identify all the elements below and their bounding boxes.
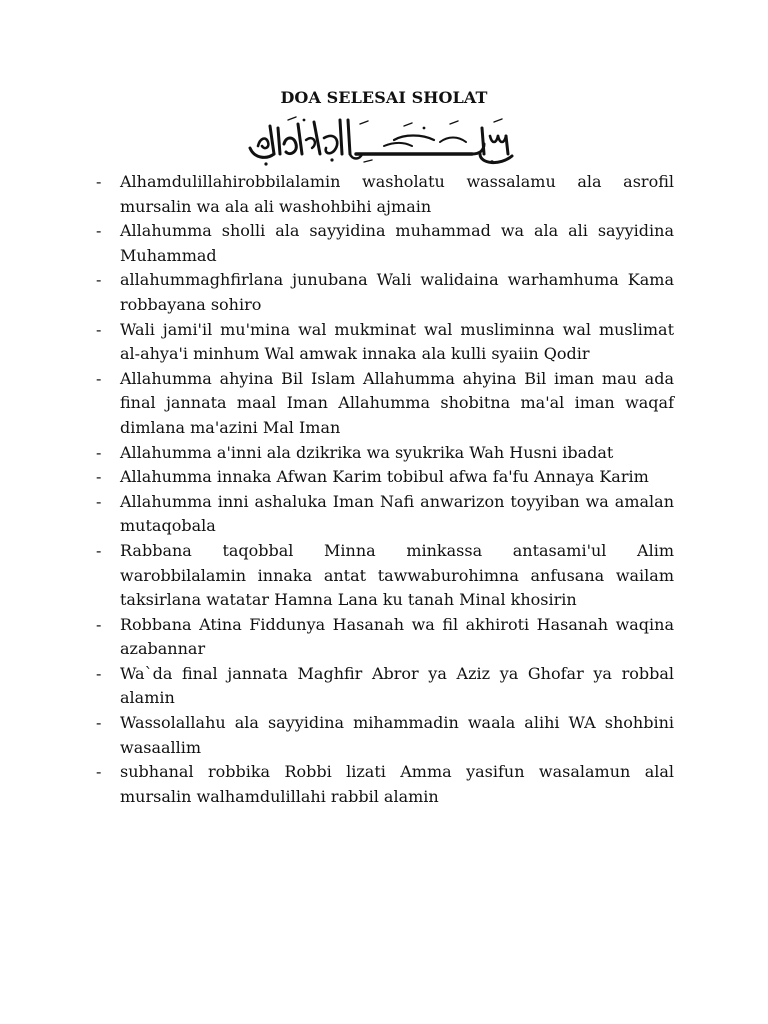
list-item-text: Allahumma ahyina Bil Islam Allahumma ahyina Bil iman mau ada final jannata maal Iman Allahumma shobitna ma'al iman waqaf dimlana ma'azini Mal Iman: [120, 368, 674, 437]
list-item-text: Allahumma sholli ala sayyidina muhammad wa ala ali sayyidina Muhammad: [120, 221, 674, 265]
list-item: [96, 539, 674, 613]
list-item: [96, 170, 674, 219]
list-item: [96, 318, 674, 367]
bullet-dash: -: [96, 221, 102, 241]
list-item-text: Rabbana taqobbal Minna minkassa antasami'ul Alim warobbilalamin innaka antat tawwaburohimna anfusana wailam taksirlana watatar Hamna Lana ku tanah Minal khosirin: [120, 540, 674, 610]
list-item-text: Wali jami'il mu'mina wal mukminat wal musliminna wal muslimat al-ahya'i minhum Wal amwak innaka ala kulli syaiin Qodir: [120, 319, 674, 364]
list-item-text: Allahumma inni ashaluka Iman Nafi anwarizon toyyiban wa amalan mutaqobala: [120, 491, 674, 536]
list-item-text: allahummaghfirlana junubana Wali walidaina warhamhuma Kama robbayana sohiro: [120, 270, 674, 314]
list-item-text: Alhamdulillahirobbilalamin washolatu wassalamu ala asrofil mursalin wa ala ali washohbihi ajmain: [120, 172, 674, 216]
list-item: [96, 219, 674, 268]
list-item: [96, 367, 674, 441]
list-item-text: Robbana Atina Fiddunya Hasanah wa fil akhiroti Hasanah waqina azabannar: [120, 614, 674, 659]
bullet-dash: -: [96, 540, 102, 560]
document-title: DOA SELESAI SHOLAT: [280, 88, 488, 107]
list-item: [96, 760, 674, 809]
bullet-dash: -: [96, 762, 102, 782]
list-item-text: Wassolallahu ala sayyidina mihammadin waala alihi WA shohbini wasaallim: [120, 713, 674, 757]
bullet-dash: -: [96, 319, 102, 339]
list-item: [96, 441, 674, 466]
list-item-text: subhanal robbika Robbi lizati Amma yasifun wasalamun alal mursalin walhamdulillahi rabbil alamin: [120, 762, 674, 806]
basmala-calligraphy-image: [244, 114, 520, 168]
list-item: [96, 662, 674, 711]
bullet-dash: -: [96, 614, 102, 634]
bullet-dash: -: [96, 368, 102, 388]
bullet-dash: -: [96, 270, 102, 290]
list-item: [96, 711, 674, 760]
bullet-dash: -: [96, 491, 102, 511]
list-item: [96, 490, 674, 539]
bullet-dash: -: [96, 442, 102, 462]
list-item-text: Wa`da final jannata Maghfir Abror ya Aziz ya Ghofar ya robbal alamin: [120, 663, 674, 708]
bullet-dash: -: [96, 663, 102, 683]
list-item-text: Allahumma innaka Afwan Karim tobibul afwa fa'fu Annaya Karim: [120, 467, 649, 487]
list-item: [96, 268, 674, 317]
doa-list: [96, 170, 674, 809]
bullet-dash: -: [96, 172, 102, 191]
list-item: [96, 465, 674, 490]
list-item-text: Allahumma a'inni ala dzikrika wa syukrika Wah Husni ibadat: [120, 442, 614, 462]
bullet-dash: -: [96, 713, 102, 733]
list-item: [96, 613, 674, 662]
bullet-dash: -: [96, 467, 102, 487]
